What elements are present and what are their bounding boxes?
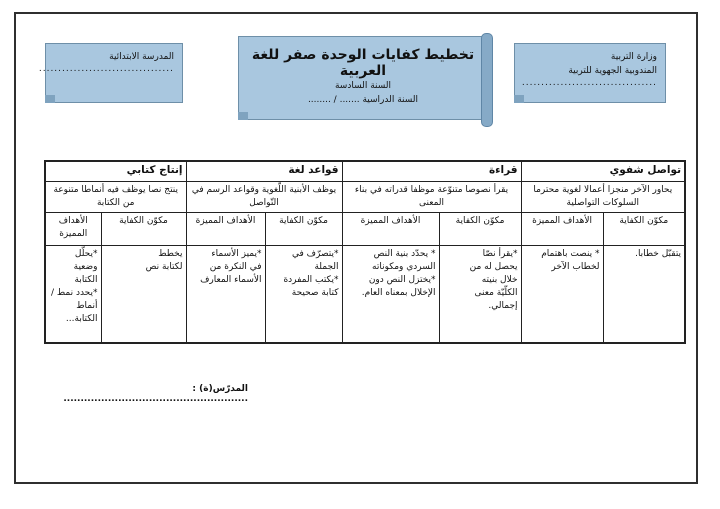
document-title: تخطيط كفايات الوحدة صفر للغة العربية (251, 47, 475, 79)
title-banner (238, 36, 488, 120)
domain-description: يحاور الآخر منجزا أعمالا لغوية محترما السلوكات التواصلية (521, 182, 685, 213)
teacher-signature-line: المدرّس(ة) : ...................................................... (63, 384, 248, 404)
cell-line: *يحلّل وضعية (73, 249, 98, 272)
cell-line: يحصل له من (469, 262, 518, 272)
cell-line: كتابة صحيحة (291, 288, 339, 298)
domain-description: يوظف الأبنية اللّغوية وقواعد الرسم في التّواصل (186, 182, 342, 213)
column-header: الأهداف المميزة (342, 213, 439, 246)
competency-cell (603, 246, 685, 344)
cell-line: أنماط الكتابة... (65, 301, 98, 324)
column-header: مكوّن الكفاية (439, 213, 521, 246)
cell-line: يتقبّل خطابا. (635, 249, 682, 259)
cell-line: لخطاب الآخر (551, 262, 600, 272)
cell-line: الإخلال بمعناه العام. (361, 288, 436, 298)
objectives-cell (521, 246, 603, 344)
column-header: مكوّن الكفاية (101, 213, 186, 246)
column-header: الأهداف المميزة (521, 213, 603, 246)
cell-line: *يقرأ نصّا (482, 249, 518, 259)
cell-line: *يحدد نمط / (50, 288, 98, 298)
school-year: السنة الدراسية ....... / ........ (307, 95, 419, 105)
competency-cell (439, 246, 521, 344)
cell-line: *يميز الأسماء (211, 249, 262, 259)
cell-line: *يختزل النص دون (368, 275, 436, 285)
cell-line: السردي ومكوناته (372, 262, 436, 272)
cell-line: * ينصت باهتمام (541, 249, 600, 259)
cell-line: الكتابة (74, 275, 98, 285)
cell-line: *يتصرّف في (292, 249, 339, 259)
competency-cell (101, 246, 186, 344)
grade-label: السنة السادسة (334, 81, 392, 91)
cell-line: لكتابة نص (145, 262, 183, 272)
column-header: الأهداف المميزة (45, 213, 101, 246)
column-header: مكوّن الكفاية (603, 213, 685, 246)
domain-header: قواعد لغة (186, 161, 342, 182)
domain-description: ينتج نصا يوظف فيه أنماطا متنوعة من الكتابة (45, 182, 186, 213)
school-label: المدرسة الابتدائية (109, 52, 174, 62)
cell-line: يخطط (158, 249, 183, 259)
cell-line: الكلّيّة معنى (474, 288, 518, 298)
objectives-cell (45, 246, 101, 344)
table-row (45, 246, 685, 344)
cell-line: إجمالي. (488, 301, 518, 311)
domain-header: قراءة (342, 161, 521, 182)
cell-line: الجملة (314, 262, 339, 272)
ministry-line1: وزارة التربية (610, 52, 657, 62)
cell-line: * يحدّد بنية النص (373, 249, 436, 259)
cell-line: خلال بنيته (481, 275, 518, 285)
competency-cell (265, 246, 342, 344)
domain-description: يقرأ نصوصا متنوّعة موظفا قدراته في بناء المعنى (342, 182, 521, 213)
ministry-dots: ................................... (521, 78, 657, 88)
domain-header: إنتاج كتابي (45, 161, 186, 182)
column-header: مكوّن الكفاية (265, 213, 342, 246)
school-banner (38, 43, 183, 103)
domain-header: تواصل شفوي (521, 161, 685, 182)
cell-line: في النكرة من (209, 262, 262, 272)
objectives-cell (342, 246, 439, 344)
competencies-table (44, 160, 686, 344)
cell-line: *يكتب المفردة (283, 275, 339, 285)
ministry-banner (514, 43, 666, 103)
column-header: الأهداف المميزة (186, 213, 265, 246)
scroll-roll (481, 33, 493, 127)
cell-line: الأسماء المعارف (200, 275, 262, 285)
ministry-line2: المندوبية الجهوية للتربية (568, 66, 657, 76)
objectives-cell (186, 246, 265, 344)
school-dots: ................................... (38, 64, 174, 74)
